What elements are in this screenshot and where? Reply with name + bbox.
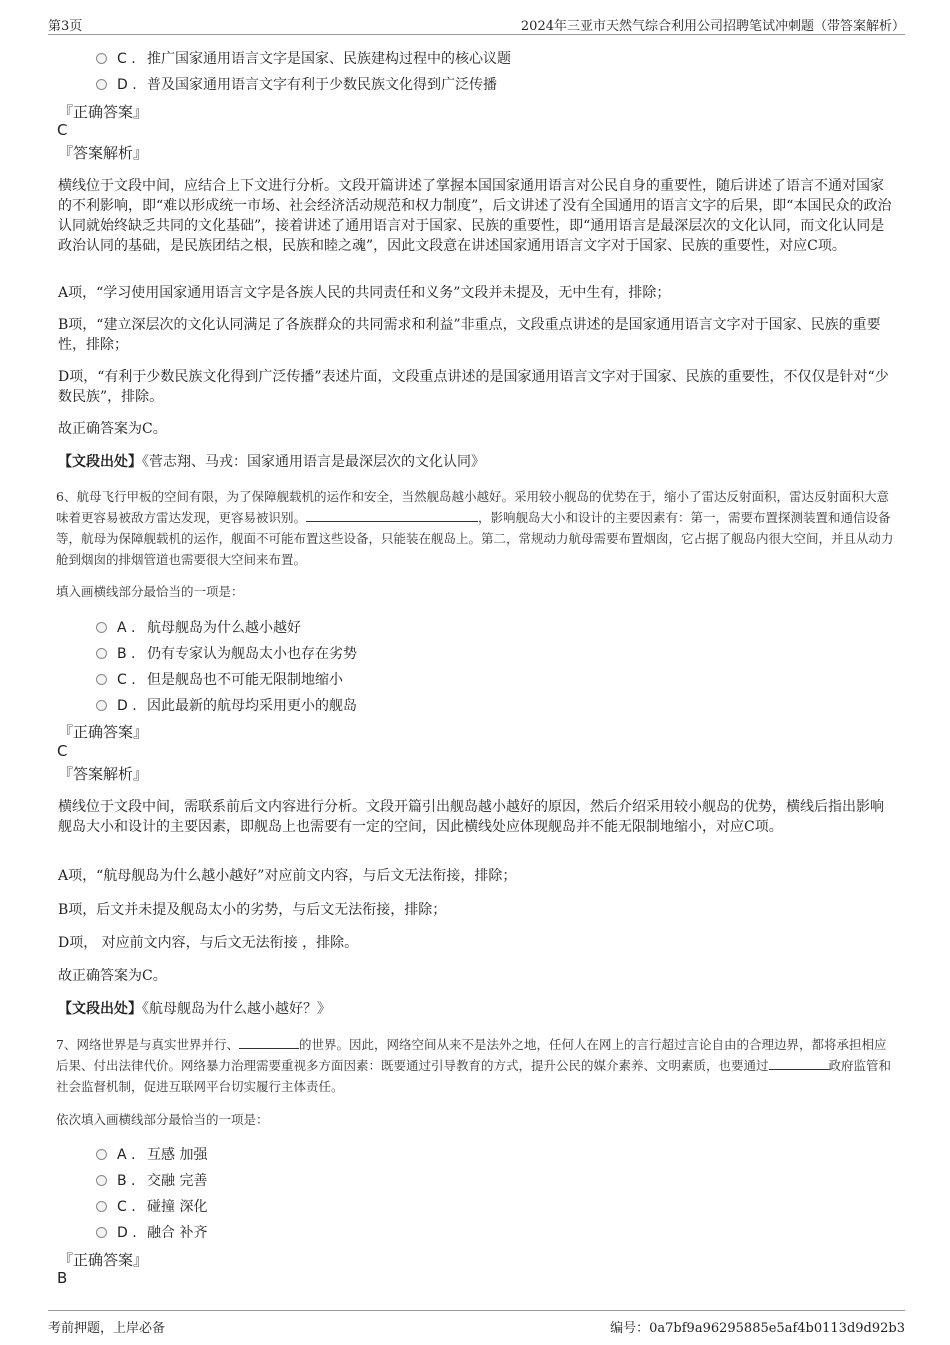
radio-icon[interactable] bbox=[96, 1227, 107, 1238]
q7-option-d[interactable]: D . 融合 补齐 bbox=[96, 1222, 207, 1242]
source-label: 【文段出处】 bbox=[58, 1001, 142, 1017]
q6-option-d[interactable]: D . 因此最新的航母均采用更小的舰岛 bbox=[96, 695, 357, 715]
correct-answer-label: 『正确答案』 bbox=[58, 1251, 149, 1269]
q5-option-c[interactable]: C . 推广国家通用语言文字是国家、民族建构过程中的核心议题 bbox=[96, 48, 511, 68]
analysis-label: 『答案解析』 bbox=[58, 144, 149, 162]
q5-option-d[interactable]: D . 普及国家通用语言文字有利于少数民族文化得到广泛传播 bbox=[96, 74, 497, 94]
q7-option-c[interactable]: C . 碰撞 深化 bbox=[96, 1196, 207, 1216]
q7-option-a[interactable]: A . 互感 加强 bbox=[96, 1144, 207, 1164]
q6-option-b[interactable]: B . 仍有专家认为舰岛太小也存在劣势 bbox=[96, 643, 357, 663]
radio-icon[interactable] bbox=[96, 622, 107, 633]
document-title: 2024年三亚市天然气综合利用公司招聘笔试冲刺题（带答案解析） bbox=[520, 19, 905, 34]
radio-icon[interactable] bbox=[96, 1201, 107, 1212]
fill-blank bbox=[306, 509, 478, 522]
page-footer bbox=[48, 1310, 905, 1337]
correct-answer: C bbox=[57, 121, 68, 139]
analysis-paragraph: A项，“航母舰岛为什么越小越好”对应前文内容，与后文无法衔接，排除； bbox=[58, 868, 517, 884]
fill-blank bbox=[769, 1057, 829, 1070]
document-id: 编号：0a7bf9a96295885e5af4b0113d9d92b3 bbox=[610, 1321, 905, 1336]
page-header bbox=[48, 12, 905, 35]
correct-answer: B bbox=[57, 1269, 68, 1287]
analysis-paragraph: B项，“建立深层次的文化认同满足了各族群众的共同需求和利益”非重点，文段重点讲述的是国家通用语言文字对于国家、民族的重要性，排除； bbox=[58, 317, 881, 353]
analysis-paragraph: B项，后文并未提及舰岛太小的劣势，与后文无法衔接，排除； bbox=[58, 902, 447, 918]
q6-option-c[interactable]: C . 但是舰岛也不可能无限制地缩小 bbox=[96, 669, 343, 689]
analysis-paragraph: 故正确答案为C。 bbox=[58, 421, 167, 437]
fill-blank bbox=[239, 1036, 299, 1049]
analysis-paragraph: D项，“有利于少数民族文化得到广泛传播”表述片面，文段重点讲述的是国家通用语言文字对于国家、民族的重要性，不仅仅是针对“少数民族”，排除。 bbox=[58, 369, 889, 405]
radio-icon[interactable] bbox=[96, 1175, 107, 1186]
question-prompt: 填入画横线部分最恰当的一项是： bbox=[56, 584, 244, 599]
q7-option-b[interactable]: B . 交融 完善 bbox=[96, 1170, 207, 1190]
source-text: 《菅志翔、马戎：国家通用语言是最深层次的文化认同》 bbox=[142, 454, 485, 470]
radio-icon[interactable] bbox=[96, 674, 107, 685]
analysis-paragraph: A项，“学习使用国家通用语言文字是各族人民的共同责任和义务”文段并未提及，无中生有，排除； bbox=[58, 285, 671, 301]
correct-answer-label: 『正确答案』 bbox=[58, 723, 149, 741]
radio-icon[interactable] bbox=[96, 53, 107, 64]
source-label: 【文段出处】 bbox=[58, 454, 142, 470]
question-stem: 6、航母飞行甲板的空间有限，为了保障舰载机的运作和安全，当然舰岛越小越好。采用较小舰岛的优势在于，缩小了雷达反射面积，雷达反射面积大意味着更容易被敌方雷达发现，更容易被识别。 ，影响舰岛大小和设计的主要因素有：第一，需要布置探测装置和通信设备等，航母为保障舰载机的运作，舰面不可能布置这些设备，只能装在舰岛上。第二，常规动力航母需要布置烟囱，它占据了舰岛内很大空间，并且从动力舱到烟囱的排烟管道也需要很大空间来布置。 bbox=[56, 489, 894, 567]
source-citation bbox=[58, 999, 894, 1019]
radio-icon[interactable] bbox=[96, 700, 107, 711]
correct-answer-label: 『正确答案』 bbox=[58, 103, 149, 121]
radio-icon[interactable] bbox=[96, 1149, 107, 1160]
question-stem: 7、网络世界是与真实世界并行、 的世界。因此，网络空间从来不是法外之地，任何人在网上的言行超过言论自由的合理边界，都将承担相应后果、付出法律代价。网络暴力治理需要重视多方面因素：既要通过引导教育的方式，提升公民的媒介素养、文明素质，也要通过 政府监管和社会监督机制，促进互联网平台切实履行主体责任。 bbox=[56, 1037, 892, 1094]
analysis-paragraph: D项， 对应前文内容，与后文无法衔接 ，排除。 bbox=[58, 935, 359, 951]
question-prompt: 依次填入画横线部分最恰当的一项是： bbox=[56, 1112, 269, 1127]
analysis-paragraph: 故正确答案为C。 bbox=[58, 968, 167, 984]
source-text: 《航母舰岛为什么越小越好？》 bbox=[142, 1001, 331, 1017]
analysis-paragraph: 横线位于文段中间，需联系前后文内容进行分析。文段开篇引出舰岛越小越好的原因，然后介绍采用较小舰岛的优势，横线后指出影响舰岛大小和设计的主要因素，即舰岛上也需要有一定的空间，因此横线处应体现舰岛并不能无限制地缩小，对应C项。 bbox=[58, 799, 884, 835]
source-citation bbox=[58, 452, 894, 472]
radio-icon[interactable] bbox=[96, 648, 107, 659]
analysis-paragraph: 横线位于文段中间，应结合上下文进行分析。文段开篇讲述了掌握本国国家通用语言对公民自身的重要性，随后讲述了语言不通对国家的不利影响，即“难以形成统一市场、社会经济活动规范和权力制度”，后文讲述了没有全国通用的语言文字的后果，即“本国民众的政治认同就始终缺乏共同的文化基础”，接着讲述了通用语言对于国家、民族的重要性，即“通用语言是最深层次的文化认同，而文化认同是政治认同的基础，是民族团结之根，民族和睦之魂”，因此文段意在讲述国家通用语言文字对于国家、民族的重要性，对应C项。 bbox=[58, 178, 892, 254]
page-number: 第3页 bbox=[48, 19, 83, 34]
correct-answer: C bbox=[57, 742, 68, 760]
analysis-label: 『答案解析』 bbox=[58, 765, 149, 783]
footer-slogan: 考前押题，上岸必备 bbox=[48, 1321, 166, 1336]
q6-option-a[interactable]: A . 航母舰岛为什么越小越好 bbox=[96, 617, 301, 637]
radio-icon[interactable] bbox=[96, 79, 107, 90]
